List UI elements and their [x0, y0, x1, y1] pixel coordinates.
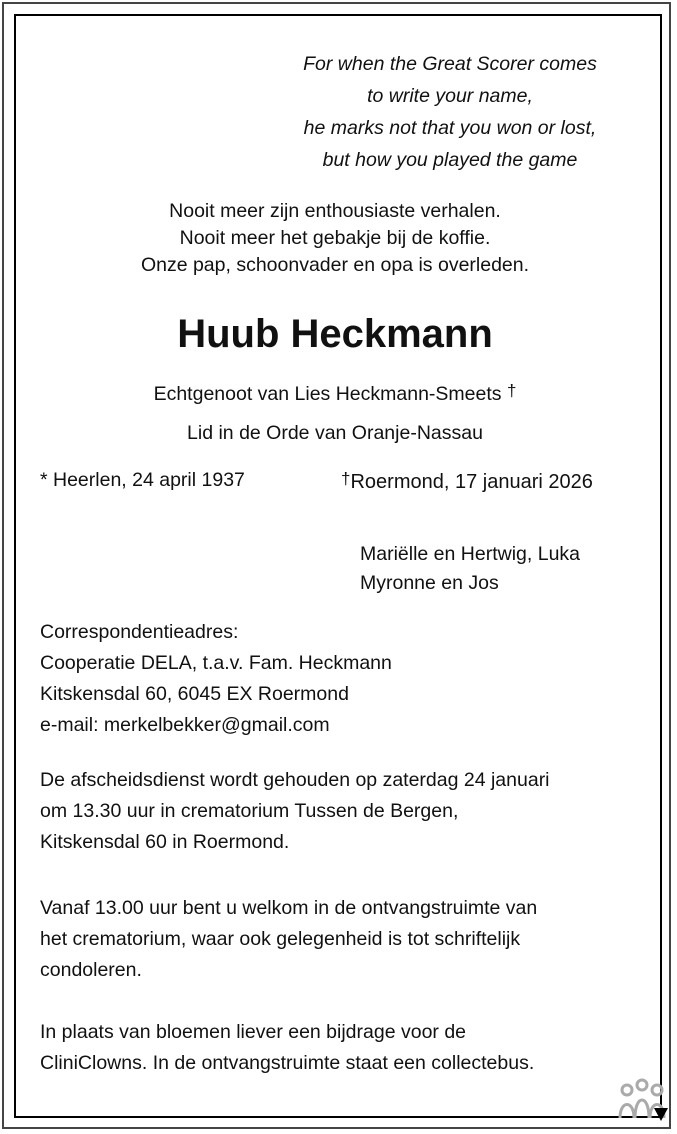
scroll-down-arrow-icon[interactable]	[654, 1108, 668, 1121]
poem-line: to write your name,	[367, 85, 533, 107]
service-line: om 13.30 uur in crematorium Tussen de Bergen,	[40, 800, 459, 822]
family-line: Myronne en Jos	[360, 572, 499, 594]
address-line: Correspondentieadres:	[40, 621, 239, 643]
address-line: Cooperatie DELA, t.a.v. Fam. Heckmann	[40, 652, 392, 674]
donation-info	[40, 1017, 650, 1079]
death-info	[341, 469, 593, 494]
birth-info: * Heerlen, 24 april 1937	[40, 469, 245, 491]
spouse-text: Echtgenoot van Lies Heckmann-Smeets	[153, 383, 502, 405]
spouse-line	[40, 381, 630, 406]
death-text: Roermond, 17 januari 2026	[350, 471, 593, 493]
email-line: e-mail: merkelbekker@gmail.com	[40, 714, 330, 736]
poem-line: he marks not that you won or lost,	[303, 117, 597, 139]
reception-line: het crematorium, waar ook gelegenheid is tot schriftelijk	[40, 928, 521, 950]
cross-icon: †	[341, 469, 351, 488]
service-line: De afscheidsdienst wordt gehouden op zaterdag 24 januari	[40, 769, 550, 791]
address-line: Kitskensdal 60, 6045 EX Roermond	[40, 683, 349, 705]
intro-line: Onze pap, schoonvader en opa is overleden.	[140, 254, 530, 276]
cross-icon: †	[506, 381, 517, 400]
family-line: Mariëlle en Hertwig, Luka	[360, 543, 581, 565]
service-line: Kitskensdal 60 in Roermond.	[40, 831, 290, 853]
intro-line: Nooit meer het gebakje bij de koffie.	[179, 227, 491, 249]
donation-line: CliniClowns. In de ontvangstruimte staat een collectebus.	[40, 1052, 535, 1074]
reception-line: condoleren.	[40, 959, 142, 981]
deceased-name: Huub Heckmann	[177, 312, 493, 356]
poem-line: but how you played the game	[322, 149, 578, 171]
reception-info	[40, 893, 650, 986]
donation-line: In plaats van bloemen liever een bijdrage voor de	[40, 1021, 467, 1043]
correspondence-address	[40, 617, 650, 741]
intro-text	[40, 198, 630, 279]
reception-line: Vanaf 13.00 uur bent u welkom in de ontvangstruimte van	[40, 897, 538, 919]
poem	[250, 48, 650, 176]
family-list	[360, 540, 580, 598]
intro-line: Nooit meer zijn enthousiaste verhalen.	[169, 200, 501, 222]
service-info	[40, 765, 650, 858]
poem-line: For when the Great Scorer comes	[303, 53, 597, 75]
honour-line: Lid in de Orde van Oranje-Nassau	[187, 422, 483, 444]
